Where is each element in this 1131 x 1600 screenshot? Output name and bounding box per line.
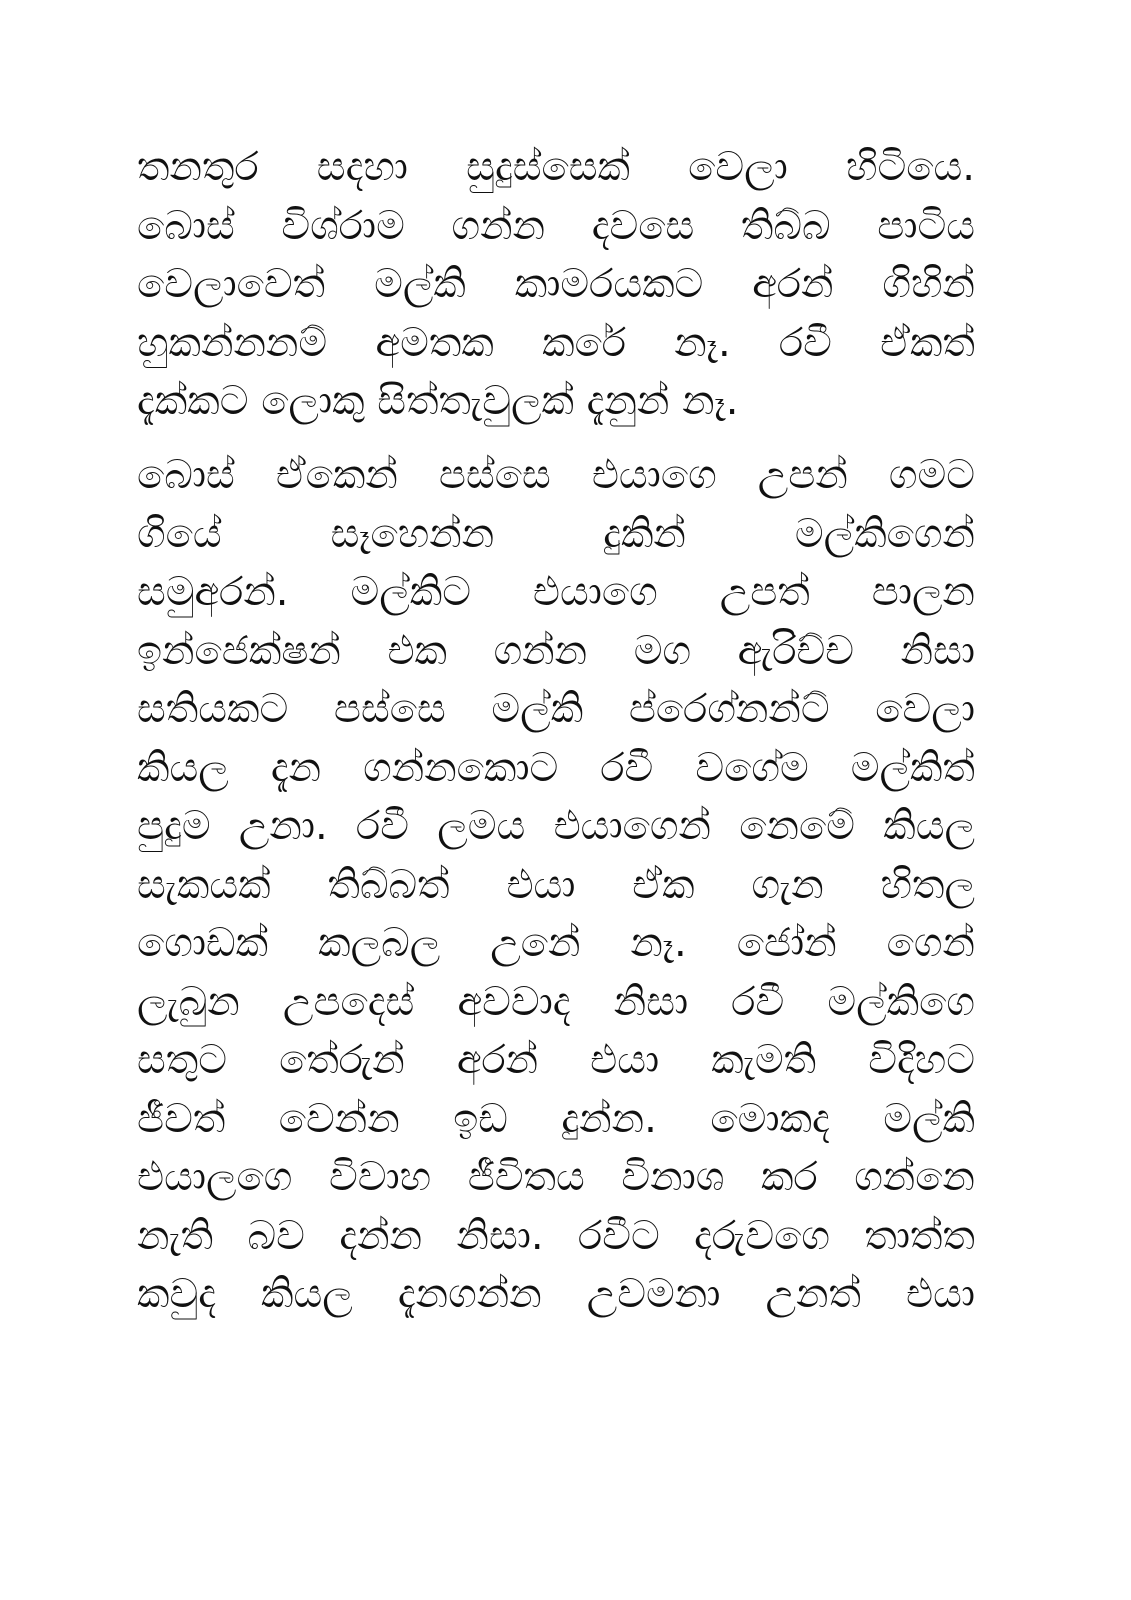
text-line: එයාලගෙ විවාහ ජීවිතය විනාශ කර ගන්නෙ: [137, 1154, 975, 1200]
paragraph-2: [137, 446, 975, 1324]
text-line: තනතුර සදහා සුදුස්සෙක් වෙලා හිටියෙ.: [137, 144, 975, 190]
text-line: ලැබුන උපදෙස් අවවාද නිසා රවී මල්කිගෙ: [137, 978, 975, 1025]
text-line: ගොඩක් කලබල උනේ නෑ. ජෝන් ගෙන්: [137, 920, 975, 966]
text-line: කියල දැන ගන්නකොට රවී වගේම මල්කිත්: [137, 744, 975, 791]
text-line: පුදුම උනා. රවී ලමය එයාගෙන් නෙමේ කියල: [137, 803, 975, 849]
text-line: බොස් ඒකෙන් පස්සෙ එයාගෙ උපන් ගමට: [137, 452, 975, 498]
text-line: බොස් විශ්රාම ගන්න දවසෙ තිබ්බ පාටිය: [137, 202, 975, 249]
text-line: නැති බව දන්න නිසා. රවීට දරුවගෙ තාත්ත: [137, 1212, 975, 1259]
text-line: සතියකට පස්සෙ මල්කි ප්රෙග්නන්ට් වෙලා: [137, 686, 975, 732]
text-line: සමුඅරන්. මල්කිට එයාගෙ උපත් පාලන: [137, 569, 975, 615]
text-line: දැක්කට ලොකු සිත්තැවුලක් දැනුන් නෑ.: [137, 378, 739, 424]
text-line: ගියේ සෑහෙන්න දුකින් මල්කිගෙන්: [137, 510, 975, 557]
text-line: සැකයක් තිබ්බත් එයා ඒක ගැන හිතල: [137, 861, 975, 908]
text-line: හුකන්නනම් අමතක කරේ නෑ. රවී ඒකත්: [137, 319, 975, 366]
text-line: වෙලාවෙත් මල්කි කාමරයකට අරන් ගිහින්: [137, 261, 975, 307]
text-line: සතුට තේරුන් අරන් එයා කැමති විදිහට: [137, 1037, 975, 1083]
text-line: ඉන්ජෙක්ෂන් එක ගන්න මග ඇරිච්ච නිසා: [137, 627, 975, 674]
text-line: කවුද කියල දැනගන්න උවමනා උනත් එයා: [137, 1271, 975, 1317]
paragraph-1: [137, 138, 975, 431]
text-line: ජීවත් වෙන්න ඉඩ දුන්න. මොකද මල්කි: [137, 1095, 975, 1142]
